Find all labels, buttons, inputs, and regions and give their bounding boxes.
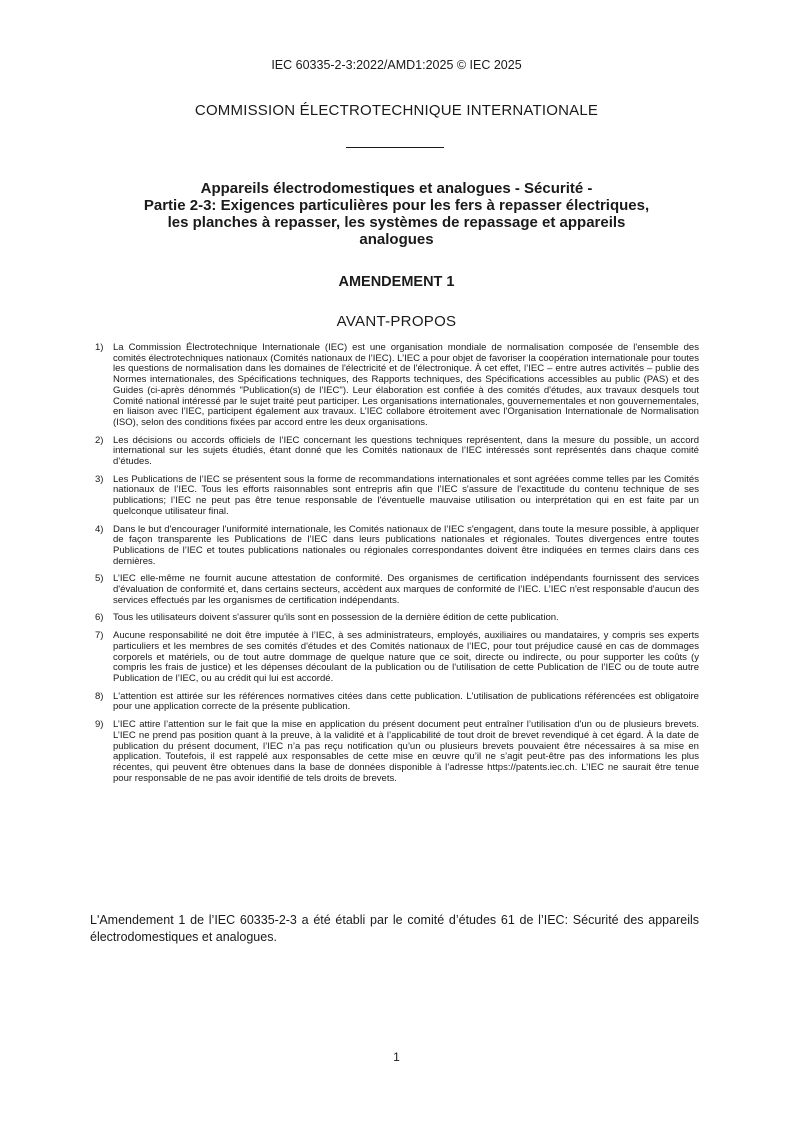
foreword-list xyxy=(95,343,699,791)
foreword-item xyxy=(95,631,699,685)
foreword-item-number: 7) xyxy=(95,630,104,642)
foreword-item-text: Les Publications de l’IEC se présentent sous la forme de recommandations internationales et sont agréées comme telles par les Comités nationaux de l’IEC. Tous les efforts raisonnables sont entrepris afin que l’IEC s'assure de l'exactitude du contenu technique de ses publications; l’IEC ne peut pas être tenue responsable de l'éventuelle mauvaise utilisation ou interprétation qui en est faite par un quelconque utilisateur final. xyxy=(113,473,699,517)
foreword-item xyxy=(95,436,699,468)
foreword-item-number: 4) xyxy=(95,523,104,535)
foreword-item-number: 9) xyxy=(95,719,104,731)
foreword-item-number: 5) xyxy=(95,573,104,585)
foreword-item-text: Tous les utilisateurs doivent s'assurer qu'ils sont en possession de la dernière édition de cette publication. xyxy=(113,612,559,624)
foreword-item-text: La Commission Électrotechnique Internationale (IEC) est une organisation mondiale de normalisation composée de l'ensemble des comités électrotechniques nationaux (Comités nationaux de l’IEC). L’IEC a pour objet de favoriser la coopération internationale pour toutes les questions de normalisation dans les domaines de l'électricité et de l'électronique. À cet effet, l’IEC – entre autres activités – publie des Normes internationales, des Spécifications techniques, des Rapports techniques, des Spécifications accessibles au public (PAS) et des Guides (ci-après dénommés "Publication(s) de l’IEC"). Leur élaboration est confiée à des comités d'études, aux travaux desquels tout Comité national intéressé par le sujet traité peut participer. Les organisations internationales, gouvernementales et non gouvernementales, en liaison avec l’IEC, participent également aux travaux. L’IEC collabore étroitement avec l'Organisation Internationale de Normalisation (ISO), selon des conditions fixées par accord entre les deux organisations. xyxy=(113,342,699,428)
title-line-2: Partie 2-3: Exigences particulières pour les fers à repasser électriques, xyxy=(143,197,650,214)
foreword-heading: AVANT-PROPOS xyxy=(336,313,457,330)
foreword-item-text: Dans le but d'encourager l'uniformité internationale, les Comités nationaux de l’IEC s'engagent, dans toute la mesure possible, à appliquer de façon transparente les Publications de l’IEC dans leurs publications nationales et régionales. Toutes divergences entre toutes Publications de l’IEC et toutes publications nationales ou régionales correspondantes doivent être indiquées en termes clairs dans ces dernières. xyxy=(113,523,699,567)
foreword-item-text: Aucune responsabilité ne doit être imputée à l’IEC, à ses administrateurs, employés, auxiliaires ou mandataires, y compris ses experts particuliers et les membres de ses comités d'études et des Comités nationaux de l’IEC, pour tout préjudice causé en cas de dommages corporels et matériels, ou de tout autre dommage de quelque nature que ce soit, directe ou indirecte, ou pour supporter les coûts (y compris les frais de justice) et les dépenses découlant de la publication ou de l'utilisation de cette Publication de l’IEC ou de toute autre Publication de l’IEC, ou au crédit qui lui est accordé. xyxy=(113,630,699,684)
closing-paragraph: L'Amendement 1 de l’IEC 60335-2-3 a été établi par le comité d’études 61 de l’IEC: Sécurité des appareils électrodomestiques et analogues. xyxy=(90,913,699,944)
separator-rule xyxy=(346,147,444,148)
foreword-item xyxy=(95,475,699,518)
foreword-item xyxy=(95,574,699,606)
amendment-label: AMENDEMENT 1 xyxy=(338,274,455,290)
document-title xyxy=(90,180,703,248)
title-line-1: Appareils électrodomestiques et analogues - Sécurité - xyxy=(200,180,593,197)
organization-name: COMMISSION ÉLECTROTECHNIQUE INTERNATIONALE xyxy=(194,102,599,119)
foreword-item-text: Les décisions ou accords officiels de l’IEC concernant les questions techniques représentent, dans la mesure du possible, un accord international sur les sujets étudiés, étant donné que les Comités nationaux de l’IEC intéressés sont représentés dans chaque comité d’études. xyxy=(113,434,699,468)
foreword-item-number: 3) xyxy=(95,473,104,485)
foreword-item xyxy=(95,613,699,624)
foreword-item xyxy=(95,525,699,568)
document-reference: IEC 60335-2-3:2022/AMD1:2025 © IEC 2025 xyxy=(271,58,522,72)
title-line-4: analogues xyxy=(359,231,434,248)
foreword-item-text: L'attention est attirée sur les références normatives citées dans cette publication. L'utilisation de publications référencées est obligatoire pour une application correcte de la présente publication. xyxy=(113,690,699,713)
foreword-item xyxy=(95,343,699,429)
foreword-item xyxy=(95,720,699,784)
foreword-item-text: L’IEC attire l’attention sur le fait que la mise en application du présent document peut entraîner l’utilisation d'un ou de plusieurs brevets. L’IEC ne prend pas position quant à la preuve, à la validité et à l’applicabilité de tout droit de brevet revendiqué à cet égard. À la date de publication du présent document, l’IEC n’a pas reçu notification qu’un ou plusieurs brevets pouvaient être nécessaires à sa mise en application. Toutefois, il est rappelé aux responsables de cette mise en œuvre qu’il ne s’agit peut-être pas des informations les plus récentes, qui peuvent être obtenues dans la base de données disponible à l’adresse https://patents.iec.ch. L’IEC ne saurait être tenue pour responsable de ne pas avoir identifié de tels droits de brevets. xyxy=(113,719,699,784)
foreword-item-text: L’IEC elle-même ne fournit aucune attestation de conformité. Des organismes de certification indépendants fournissent des services d'évaluation de conformité et, dans certains secteurs, accèdent aux marques de conformité de l’IEC. L’IEC n'est responsable d'aucun des services effectués par les organismes de certification indépendants. xyxy=(113,573,699,606)
foreword-item-number: 6) xyxy=(95,612,104,624)
foreword-item xyxy=(95,692,699,713)
title-line-3: les planches à repasser, les systèmes de repassage et appareils xyxy=(167,214,626,231)
page-number: 1 xyxy=(393,1050,400,1064)
foreword-item-number: 2) xyxy=(95,434,104,446)
foreword-item-number: 1) xyxy=(95,342,104,353)
foreword-item-number: 8) xyxy=(95,690,104,702)
